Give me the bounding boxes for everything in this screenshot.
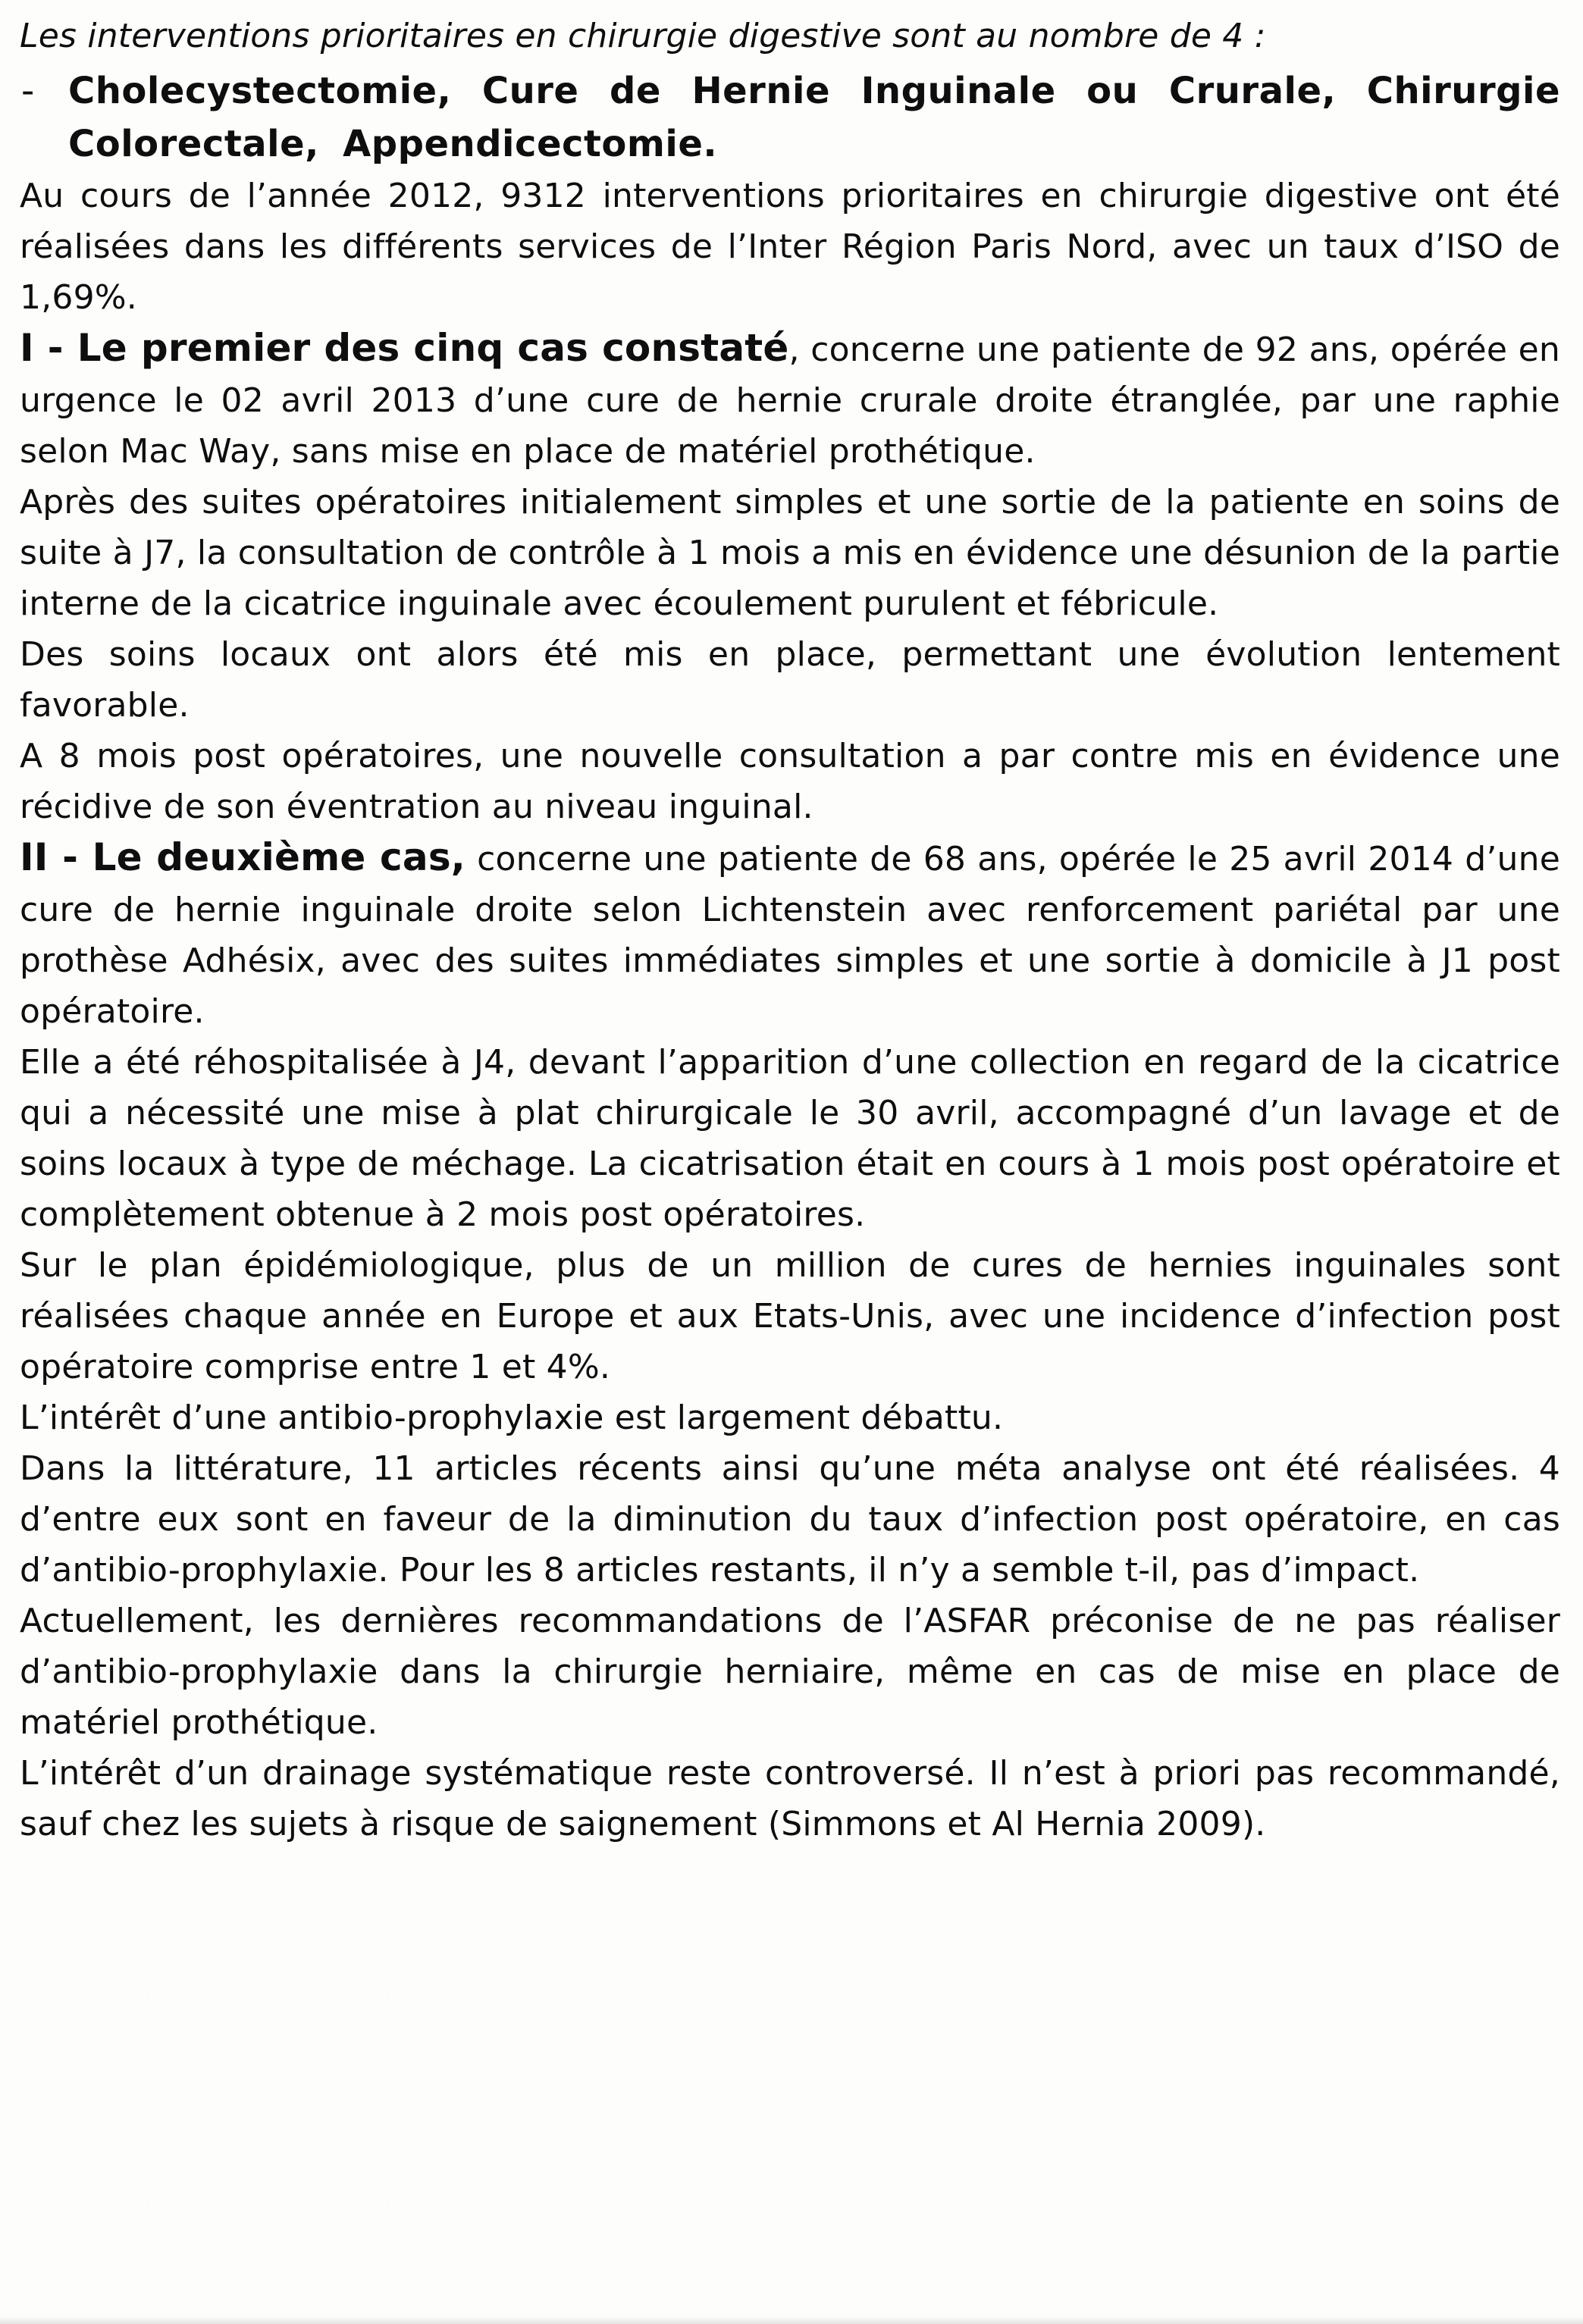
bullet-item — [20, 64, 1560, 171]
paragraph-stats-2012: Au cours de l’année 2012, 9312 interventions prioritaires en chirurgie digestive ont été réalisées dans les différents services de l’Inter Région Paris Nord, avec un taux d’ISO de 1,69%. — [20, 177, 1560, 317]
paragraph-epidemiologie: Sur le plan épidémiologique, plus de un million de cures de hernies inguinales sont réalisées chaque année en Europe et aux Etats-Unis, avec une incidence d’infection post opératoire comprise entre 1 et 4%. — [20, 1246, 1560, 1386]
paragraph-antibioprophylaxie-intro: L’intérêt d’une antibio-prophylaxie est largement débattu. — [20, 1398, 1004, 1437]
paragraph-case-1 — [20, 323, 1560, 477]
paragraph-antibioprophylaxie-litterature: Dans la littérature, 11 articles récents ainsi qu’une méta analyse ont été réalisées. 4 d’entre eux sont en faveur de la diminution du taux d’infection post opératoire, en cas d’antibio-prophylaxie. Pour les 8 articles restants, il n’y a semble t-il, pas d’impact. — [20, 1449, 1560, 1590]
case-1-description: , concerne une patiente de 92 ans, opérée en urgence le 02 avril 2013 d’une cure de hernie crurale droite étranglée, par une raphie selon Mac Way, sans mise en place de matériel prothétique. — [20, 330, 1561, 471]
heading-case-1: I - Le premier des cinq cas constaté — [20, 326, 789, 370]
paragraph-case-1-soins-locaux: Des soins locaux ont alors été mis en place, permettant une évolution lentement favorable. — [20, 635, 1560, 725]
paragraph-antibioprophylaxie-recommandation: Actuellement, les dernières recommandations de l’ASFAR préconise de ne pas réaliser d’antibio-prophylaxie dans la chirurgie herniaire, même en cas de mise en place de matériel prothétique. — [20, 1602, 1560, 1742]
paragraph-case-2-rehospitalisation: Elle a été réhospitalisée à J4, devant l’apparition d’une collection en regard de la cicatrice qui a nécessité une mise à plat chirurgicale le 30 avril, accompagné d’un lavage et de soins locaux à type de méchage. La cicatrisation était en cours à 1 mois post opératoire et complètement obtenue à 2 mois post opératoires. — [20, 1043, 1560, 1234]
case-2-description: concerne une patiente de 68 ans, opérée le 25 avril 2014 d’une cure de hernie inguinale droite selon Lichtenstein avec renforcement pariétal par une prothèse Adhésix, avec des suites immédiates simples et une sortie à domicile à J1 post opératoire. — [20, 840, 1560, 1031]
paragraph-case-2 — [20, 832, 1560, 1037]
paragraph-case-1-recidive: A 8 mois post opératoires, une nouvelle consultation a par contre mis en évidence une récidive de son éventration au niveau inguinal. — [20, 737, 1560, 826]
intro-line: Les interventions prioritaires en chirurgie digestive sont au nombre de 4 : — [20, 17, 1266, 55]
heading-case-2: II - Le deuxième cas, — [20, 835, 465, 879]
paragraph-drainage: L’intérêt d’un drainage systématique reste controversé. Il n’est à priori pas recommandé, sauf chez les sujets à risque de saignement (Simmons et Al Hernia 2009). — [20, 1754, 1560, 1843]
paragraph-case-1-suites: Après des suites opératoires initialement simples et une sortie de la patiente en soins de suite à J7, la consultation de contrôle à 1 mois a mis en évidence une désunion de la partie interne de la cicatrice inguinale avec écoulement purulent et fébricule. — [20, 483, 1560, 623]
bullet-text: Cholecystectomie, Cure de Hernie Inguinale ou Crurale, Chirurgie Colorectale, Appendicectomie. — [68, 70, 1560, 165]
bullet-marker: - — [21, 70, 35, 112]
